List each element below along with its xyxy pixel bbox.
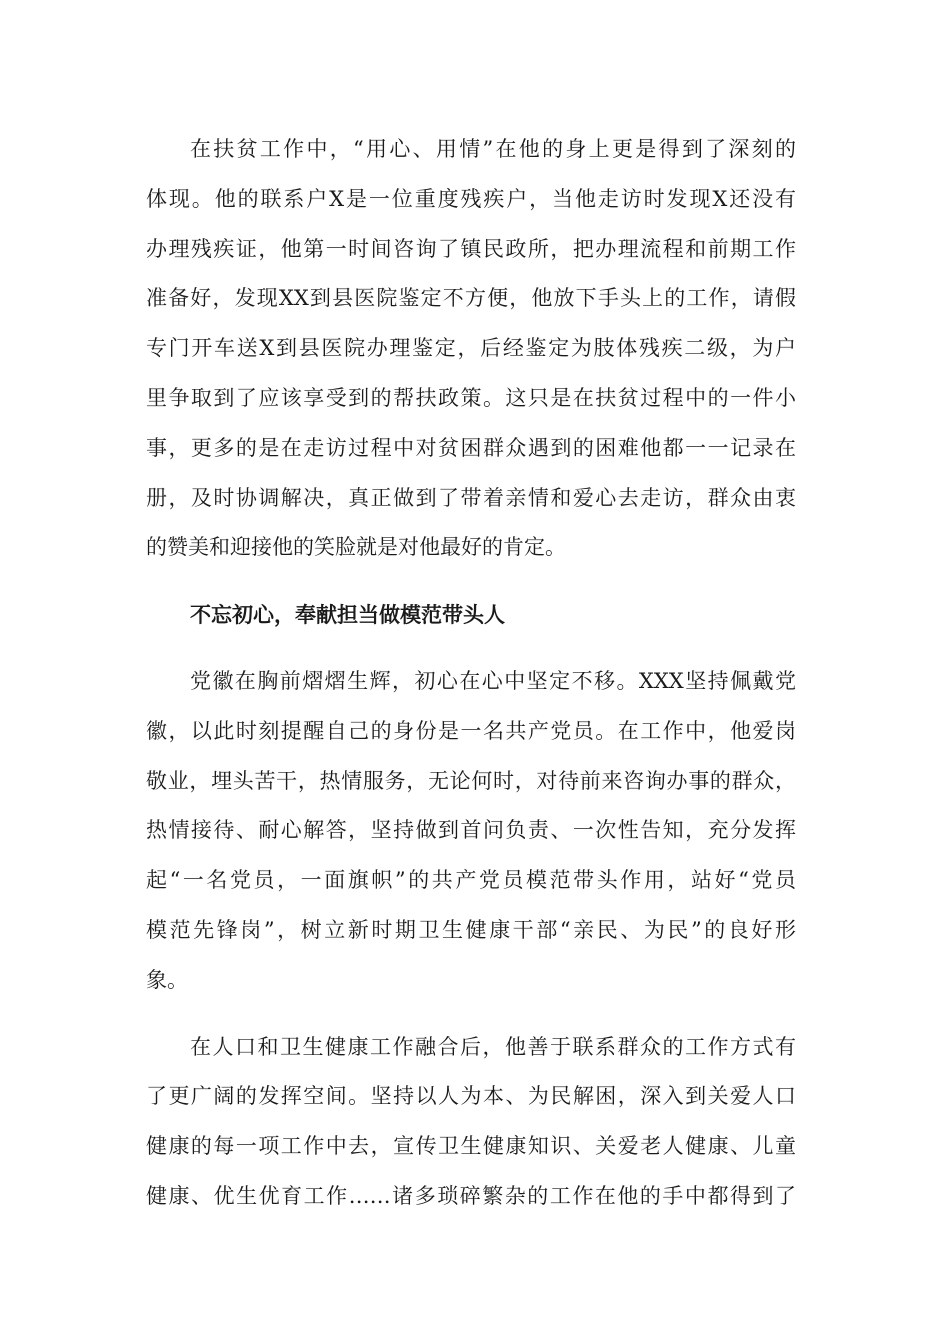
paragraph-line: 了更广阔的发挥空间。坚持以人为本、为民解困，深入到关爱人口 xyxy=(146,1084,796,1109)
document-page xyxy=(146,125,796,1222)
paragraph-line: 在人口和卫生健康工作融合后，他善于联系群众的工作方式有 xyxy=(190,1034,796,1059)
paragraph-health-work xyxy=(146,1023,796,1222)
paragraph-line: 在扶贫工作中，“用心、用情”在他的身上更是得到了深刻的 xyxy=(190,137,796,161)
paragraph-party-badge xyxy=(146,657,796,1006)
paragraph-line: 专门开车送X到县医院办理鉴定，后经鉴定为肢体残疾二级，为户 xyxy=(146,336,796,361)
paragraph-line: 模范先锋岗”，树立新时期卫生健康干部“亲民、为民”的良好形 xyxy=(146,917,796,942)
paragraph-line: 热情接待、耐心解答，坚持做到首问负责、一次性告知，充分发挥 xyxy=(146,818,796,843)
paragraph-line: 党徽在胸前熠熠生辉，初心在心中坚定不移。XXX坚持佩戴党 xyxy=(190,668,796,693)
section-heading: 不忘初心，奉献担当做模范带头人 xyxy=(190,602,505,628)
paragraph-line: 象。 xyxy=(146,967,188,992)
paragraph-line: 体现。他的联系户X是一位重度残疾户，当他走访时发现X还没有 xyxy=(146,186,796,211)
paragraph-line: 健康、优生优育工作……诸多琐碎繁杂的工作在他的手中都得到了 xyxy=(146,1183,796,1208)
paragraph-line: 办理残疾证，他第一时间咨询了镇民政所，把办理流程和前期工作 xyxy=(146,236,796,261)
paragraph-line: 敬业，埋头苦干，热情服务，无论何时，对待前来咨询办事的群众， xyxy=(146,768,796,793)
paragraph-line: 徽，以此时刻提醒自己的身份是一名共产党员。在工作中，他爱岗 xyxy=(146,718,796,743)
paragraph-line: 健康的每一项工作中去，宣传卫生健康知识、关爱老人健康、儿童 xyxy=(146,1134,796,1159)
paragraph-poverty-work xyxy=(146,125,796,573)
paragraph-line: 里争取到了应该享受到的帮扶政策。这只是在扶贫过程中的一件小 xyxy=(146,385,796,410)
paragraph-line: 起“一名党员，一面旗帜”的共产党员模范带头作用，站好“党员 xyxy=(146,868,796,893)
paragraph-line: 准备好，发现XX到县医院鉴定不方便，他放下手头上的工作，请假 xyxy=(146,286,796,311)
paragraph-line: 的赞美和迎接他的笑脸就是对他最好的肯定。 xyxy=(146,535,566,560)
paragraph-line: 事，更多的是在走访过程中对贫困群众遇到的困难他都一一记录在 xyxy=(146,435,796,460)
paragraph-line: 册，及时协调解决，真正做到了带着亲情和爱心去走访，群众由衷 xyxy=(146,485,796,510)
